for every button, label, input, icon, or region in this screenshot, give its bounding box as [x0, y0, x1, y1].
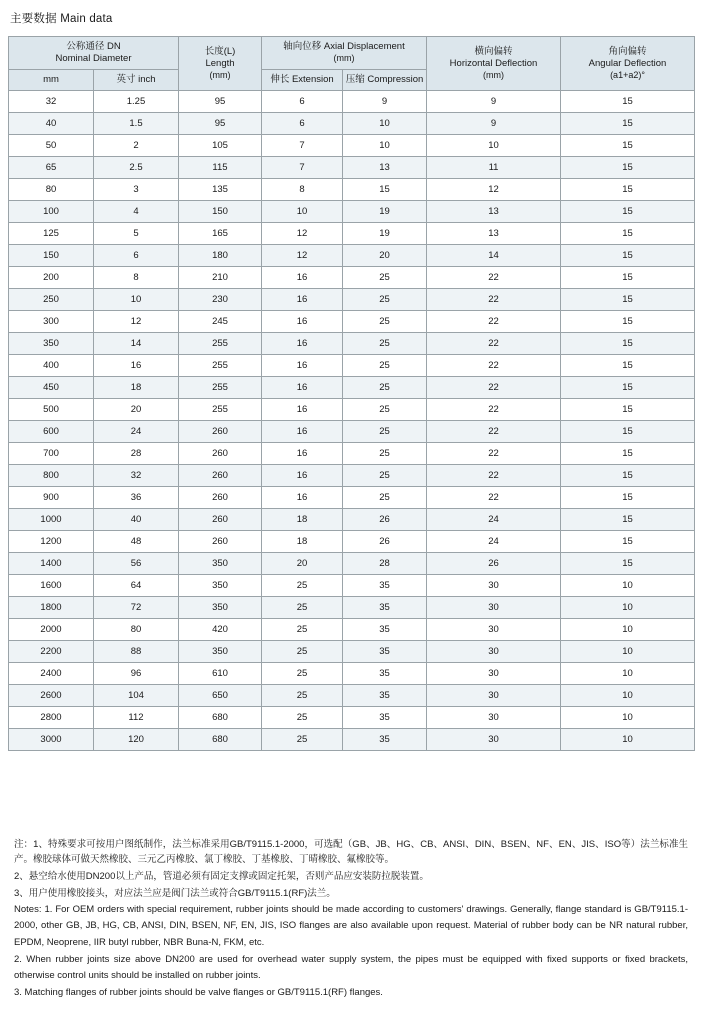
header-row-group: [9, 37, 695, 70]
cell-angular-deflection: 15: [561, 376, 695, 398]
cell-extension: 25: [262, 706, 343, 728]
cell-diameter-inch: 56: [94, 552, 179, 574]
cell-diameter-mm: 2400: [9, 662, 94, 684]
cell-angular-deflection: 15: [561, 464, 695, 486]
cell-angular-deflection: 10: [561, 684, 695, 706]
cell-horizontal-deflection: 22: [427, 420, 561, 442]
cell-diameter-mm: 40: [9, 112, 94, 134]
cell-horizontal-deflection: 24: [427, 530, 561, 552]
note-en-2: 2. When rubber joints size above DN200 are used for overhead water supply system, the pipes must be equipped with fixed supports or fixed brackets, otherwise control units should be installed on rubber joints.: [14, 953, 688, 981]
header-axial-displacement: [262, 37, 427, 70]
cell-length: 135: [179, 178, 262, 200]
cell-diameter-mm: 2200: [9, 640, 94, 662]
cell-horizontal-deflection: 9: [427, 90, 561, 112]
cell-angular-deflection: 15: [561, 134, 695, 156]
cell-angular-deflection: 15: [561, 354, 695, 376]
header-nominal-diameter-cn: 公称通径 DN: [66, 41, 121, 52]
cell-horizontal-deflection: 22: [427, 288, 561, 310]
cell-diameter-inch: 120: [94, 728, 179, 750]
cell-diameter-inch: 4: [94, 200, 179, 222]
cell-diameter-inch: 16: [94, 354, 179, 376]
cell-length: 350: [179, 552, 262, 574]
cell-diameter-inch: 10: [94, 288, 179, 310]
cell-diameter-inch: 88: [94, 640, 179, 662]
cell-extension: 12: [262, 244, 343, 266]
cell-diameter-inch: 104: [94, 684, 179, 706]
cell-extension: 18: [262, 530, 343, 552]
cell-horizontal-deflection: 13: [427, 222, 561, 244]
cell-diameter-inch: 5: [94, 222, 179, 244]
cell-horizontal-deflection: 12: [427, 178, 561, 200]
cell-diameter-mm: 2000: [9, 618, 94, 640]
note-cn-2: 2、悬空给水使用DN200以上产品，管道必须有固定支撑或固定托架，否则产品应安装防拉脱装置。: [14, 870, 429, 882]
header-diameter-mm: mm: [9, 69, 94, 90]
cell-length: 420: [179, 618, 262, 640]
cell-compression: 25: [343, 486, 427, 508]
cell-diameter-mm: 300: [9, 310, 94, 332]
cell-angular-deflection: 15: [561, 244, 695, 266]
cell-compression: 13: [343, 156, 427, 178]
cell-angular-deflection: 15: [561, 156, 695, 178]
header-diameter-inch: 英寸 inch: [94, 69, 179, 90]
cell-length: 255: [179, 332, 262, 354]
cell-diameter-mm: 1400: [9, 552, 94, 574]
cell-horizontal-deflection: 11: [427, 156, 561, 178]
table-row: [9, 508, 695, 530]
cell-angular-deflection: 15: [561, 222, 695, 244]
cell-compression: 25: [343, 354, 427, 376]
cell-angular-deflection: 15: [561, 266, 695, 288]
cell-compression: 25: [343, 376, 427, 398]
cell-diameter-mm: 900: [9, 486, 94, 508]
cell-diameter-mm: 2600: [9, 684, 94, 706]
cell-length: 165: [179, 222, 262, 244]
cell-angular-deflection: 15: [561, 508, 695, 530]
table-row: [9, 442, 695, 464]
cell-diameter-inch: 14: [94, 332, 179, 354]
cell-compression: 26: [343, 530, 427, 552]
cell-compression: 35: [343, 596, 427, 618]
cell-horizontal-deflection: 30: [427, 728, 561, 750]
table-row: [9, 640, 695, 662]
cell-extension: 6: [262, 112, 343, 134]
cell-compression: 19: [343, 200, 427, 222]
note-cn-3: 3、用户使用橡胶接头，对应法兰应是阀门法兰或符合GB/T9115.1(RF)法兰。: [14, 887, 336, 899]
cell-angular-deflection: 10: [561, 706, 695, 728]
cell-compression: 25: [343, 442, 427, 464]
cell-diameter-inch: 8: [94, 266, 179, 288]
table-row: [9, 354, 695, 376]
cell-angular-deflection: 15: [561, 288, 695, 310]
cell-diameter-mm: 400: [9, 354, 94, 376]
cell-angular-deflection: 15: [561, 200, 695, 222]
header-axial-displacement-label: 轴向位移 Axial Displacement: [283, 41, 405, 53]
header-nominal-diameter-en: Nominal Diameter: [55, 52, 132, 64]
cell-diameter-inch: 32: [94, 464, 179, 486]
cell-extension: 16: [262, 420, 343, 442]
cell-diameter-mm: 32: [9, 90, 94, 112]
note-cn-1: 注：1、特殊要求可按用户图纸制作，法兰标准采用GB/T9115.1-2000，可选配（GB、JB、HG、CB、ANSI、DIN、BSEN、NF、EN、JIS、ISO等）法兰标准生产。橡胶球体可做天然橡胶、三元乙丙橡胶、氯丁橡胶、丁基橡胶、丁晴橡胶、氟橡胶等。: [14, 838, 688, 866]
cell-horizontal-deflection: 22: [427, 332, 561, 354]
cell-horizontal-deflection: 30: [427, 640, 561, 662]
cell-diameter-mm: 500: [9, 398, 94, 420]
cell-angular-deflection: 10: [561, 728, 695, 750]
cell-diameter-mm: 125: [9, 222, 94, 244]
cell-angular-deflection: 10: [561, 640, 695, 662]
cell-compression: 10: [343, 112, 427, 134]
table-row: [9, 728, 695, 750]
header-horizontal-deflection: [427, 37, 561, 91]
cell-length: 210: [179, 266, 262, 288]
cell-length: 350: [179, 596, 262, 618]
cell-extension: 16: [262, 310, 343, 332]
cell-horizontal-deflection: 14: [427, 244, 561, 266]
cell-extension: 16: [262, 398, 343, 420]
table-row: [9, 574, 695, 596]
cell-compression: 25: [343, 398, 427, 420]
cell-horizontal-deflection: 30: [427, 706, 561, 728]
cell-diameter-mm: 100: [9, 200, 94, 222]
cell-compression: 35: [343, 662, 427, 684]
cell-extension: 10: [262, 200, 343, 222]
cell-horizontal-deflection: 13: [427, 200, 561, 222]
cell-angular-deflection: 15: [561, 90, 695, 112]
cell-diameter-mm: 65: [9, 156, 94, 178]
cell-extension: 16: [262, 332, 343, 354]
cell-compression: 35: [343, 574, 427, 596]
cell-horizontal-deflection: 22: [427, 398, 561, 420]
page-title: 主要数据 Main data: [10, 13, 113, 25]
cell-extension: 16: [262, 486, 343, 508]
cell-diameter-mm: 1200: [9, 530, 94, 552]
cell-compression: 35: [343, 728, 427, 750]
cell-diameter-mm: 250: [9, 288, 94, 310]
cell-compression: 9: [343, 90, 427, 112]
cell-length: 260: [179, 442, 262, 464]
cell-extension: 7: [262, 134, 343, 156]
table-row: [9, 684, 695, 706]
table-row: [9, 464, 695, 486]
header-horizontal-deflection-en: Horizontal Deflection: [449, 57, 538, 69]
cell-extension: 16: [262, 464, 343, 486]
cell-extension: 25: [262, 662, 343, 684]
cell-diameter-mm: 600: [9, 420, 94, 442]
cell-length: 680: [179, 706, 262, 728]
cell-angular-deflection: 15: [561, 530, 695, 552]
cell-diameter-inch: 28: [94, 442, 179, 464]
cell-diameter-inch: 36: [94, 486, 179, 508]
cell-horizontal-deflection: 26: [427, 552, 561, 574]
cell-length: 95: [179, 112, 262, 134]
cell-extension: 6: [262, 90, 343, 112]
cell-length: 115: [179, 156, 262, 178]
cell-diameter-inch: 72: [94, 596, 179, 618]
header-length-cn: 长度(L): [204, 45, 236, 57]
cell-diameter-inch: 1.25: [94, 90, 179, 112]
cell-length: 260: [179, 464, 262, 486]
cell-angular-deflection: 15: [561, 398, 695, 420]
cell-length: 680: [179, 728, 262, 750]
header-angular-deflection-unit: (a1+a2)°: [610, 69, 645, 80]
header-angular-deflection: [561, 37, 695, 91]
cell-horizontal-deflection: 24: [427, 508, 561, 530]
cell-angular-deflection: 10: [561, 574, 695, 596]
cell-diameter-mm: 450: [9, 376, 94, 398]
cell-length: 260: [179, 508, 262, 530]
cell-diameter-inch: 80: [94, 618, 179, 640]
table-row: [9, 596, 695, 618]
cell-diameter-inch: 1.5: [94, 112, 179, 134]
cell-compression: 35: [343, 684, 427, 706]
cell-diameter-inch: 64: [94, 574, 179, 596]
table-row: [9, 552, 695, 574]
cell-length: 260: [179, 420, 262, 442]
cell-horizontal-deflection: 22: [427, 486, 561, 508]
table-row: [9, 288, 695, 310]
cell-diameter-mm: 1600: [9, 574, 94, 596]
cell-diameter-mm: 3000: [9, 728, 94, 750]
cell-diameter-inch: 18: [94, 376, 179, 398]
cell-extension: 20: [262, 552, 343, 574]
header-horizontal-deflection-cn: 横向偏转: [474, 45, 513, 57]
cell-length: 350: [179, 640, 262, 662]
cell-diameter-mm: 50: [9, 134, 94, 156]
table-row: [9, 530, 695, 552]
cell-horizontal-deflection: 30: [427, 618, 561, 640]
table-row: [9, 134, 695, 156]
cell-angular-deflection: 10: [561, 662, 695, 684]
cell-compression: 35: [343, 618, 427, 640]
cell-diameter-mm: 2800: [9, 706, 94, 728]
cell-extension: 25: [262, 684, 343, 706]
cell-horizontal-deflection: 30: [427, 684, 561, 706]
cell-diameter-inch: 3: [94, 178, 179, 200]
cell-diameter-inch: 48: [94, 530, 179, 552]
cell-diameter-inch: 6: [94, 244, 179, 266]
cell-length: 150: [179, 200, 262, 222]
cell-diameter-mm: 1000: [9, 508, 94, 530]
cell-length: 255: [179, 376, 262, 398]
header-nominal-diameter: [9, 37, 179, 70]
cell-compression: 25: [343, 332, 427, 354]
cell-length: 260: [179, 530, 262, 552]
cell-extension: 7: [262, 156, 343, 178]
cell-diameter-mm: 80: [9, 178, 94, 200]
header-angular-deflection-cn: 角向偏转: [608, 45, 647, 57]
cell-compression: 10: [343, 134, 427, 156]
cell-extension: 25: [262, 574, 343, 596]
table-row: [9, 90, 695, 112]
cell-diameter-mm: 800: [9, 464, 94, 486]
cell-diameter-mm: 200: [9, 266, 94, 288]
cell-horizontal-deflection: 22: [427, 354, 561, 376]
cell-extension: 16: [262, 442, 343, 464]
cell-horizontal-deflection: 30: [427, 596, 561, 618]
cell-angular-deflection: 15: [561, 420, 695, 442]
cell-compression: 25: [343, 310, 427, 332]
cell-diameter-mm: 1800: [9, 596, 94, 618]
header-extension: 伸长 Extension: [262, 69, 343, 90]
main-data-table: [8, 36, 695, 751]
cell-length: 95: [179, 90, 262, 112]
cell-extension: 25: [262, 618, 343, 640]
header-horizontal-deflection-unit: (mm): [483, 69, 504, 80]
cell-horizontal-deflection: 30: [427, 662, 561, 684]
cell-horizontal-deflection: 10: [427, 134, 561, 156]
cell-extension: 16: [262, 354, 343, 376]
table-row: [9, 398, 695, 420]
cell-angular-deflection: 15: [561, 112, 695, 134]
cell-compression: 19: [343, 222, 427, 244]
table-row: [9, 662, 695, 684]
cell-angular-deflection: 15: [561, 552, 695, 574]
header-compression: 压缩 Compression: [343, 69, 427, 90]
cell-length: 255: [179, 354, 262, 376]
cell-compression: 28: [343, 552, 427, 574]
cell-compression: 25: [343, 464, 427, 486]
table-row: [9, 420, 695, 442]
cell-diameter-mm: 350: [9, 332, 94, 354]
cell-angular-deflection: 15: [561, 178, 695, 200]
table-row: [9, 222, 695, 244]
cell-angular-deflection: 15: [561, 332, 695, 354]
table-row: [9, 266, 695, 288]
cell-angular-deflection: 10: [561, 618, 695, 640]
cell-diameter-inch: 12: [94, 310, 179, 332]
notes-section: [14, 837, 688, 1002]
cell-horizontal-deflection: 22: [427, 266, 561, 288]
cell-angular-deflection: 15: [561, 310, 695, 332]
header-length-en: Length: [205, 57, 235, 69]
header-axial-displacement-unit: (mm): [333, 53, 355, 64]
cell-diameter-inch: 40: [94, 508, 179, 530]
cell-horizontal-deflection: 22: [427, 464, 561, 486]
cell-extension: 25: [262, 728, 343, 750]
table-row: [9, 376, 695, 398]
table-body: [9, 90, 695, 750]
cell-compression: 25: [343, 420, 427, 442]
table-header: [9, 37, 695, 91]
cell-angular-deflection: 10: [561, 596, 695, 618]
cell-length: 230: [179, 288, 262, 310]
cell-diameter-inch: 112: [94, 706, 179, 728]
table-row: [9, 706, 695, 728]
cell-diameter-mm: 150: [9, 244, 94, 266]
layout-spacer: [8, 751, 694, 809]
table-row: [9, 310, 695, 332]
table-row: [9, 112, 695, 134]
cell-compression: 35: [343, 706, 427, 728]
cell-compression: 20: [343, 244, 427, 266]
cell-horizontal-deflection: 22: [427, 376, 561, 398]
cell-length: 350: [179, 574, 262, 596]
cell-extension: 12: [262, 222, 343, 244]
cell-compression: 25: [343, 288, 427, 310]
cell-compression: 26: [343, 508, 427, 530]
note-en-3: 3. Matching flanges of rubber joints should be valve flanges or GB/T9115.1(RF) flanges.: [14, 987, 383, 999]
cell-length: 105: [179, 134, 262, 156]
table-row: [9, 156, 695, 178]
cell-horizontal-deflection: 9: [427, 112, 561, 134]
table-row: [9, 200, 695, 222]
note-en-1: Notes: 1. For OEM orders with special requirement, rubber joints should be made according to customers' drawings. Generally, flange standard is GB/T9115.1-2000, other GB, JB, HG, CB, ANSI, DIN, BSEN, NF, EN, JIS, ISO flanges are also available upon request. Material of rubber body can be NR natural rubber, EPDM, Neoprene, IIR butyl rubber, NBR Buna-N, FKM, etc.: [14, 904, 688, 948]
cell-length: 260: [179, 486, 262, 508]
cell-length: 610: [179, 662, 262, 684]
header-length: [179, 37, 262, 91]
cell-diameter-inch: 20: [94, 398, 179, 420]
table-row: [9, 332, 695, 354]
cell-diameter-inch: 2: [94, 134, 179, 156]
cell-compression: 25: [343, 266, 427, 288]
cell-diameter-mm: 700: [9, 442, 94, 464]
header-length-unit: (mm): [209, 69, 231, 80]
cell-length: 650: [179, 684, 262, 706]
table-row: [9, 618, 695, 640]
cell-extension: 25: [262, 596, 343, 618]
cell-angular-deflection: 15: [561, 486, 695, 508]
cell-compression: 35: [343, 640, 427, 662]
table-row: [9, 244, 695, 266]
cell-diameter-inch: 96: [94, 662, 179, 684]
cell-compression: 15: [343, 178, 427, 200]
cell-angular-deflection: 15: [561, 442, 695, 464]
cell-horizontal-deflection: 22: [427, 442, 561, 464]
cell-diameter-inch: 2.5: [94, 156, 179, 178]
table-row: [9, 486, 695, 508]
cell-length: 180: [179, 244, 262, 266]
cell-horizontal-deflection: 22: [427, 310, 561, 332]
header-angular-deflection-en: Angular Deflection: [588, 57, 667, 69]
table-row: [9, 178, 695, 200]
cell-extension: 16: [262, 266, 343, 288]
cell-diameter-inch: 24: [94, 420, 179, 442]
cell-length: 245: [179, 310, 262, 332]
cell-extension: 8: [262, 178, 343, 200]
cell-extension: 18: [262, 508, 343, 530]
cell-extension: 25: [262, 640, 343, 662]
cell-length: 255: [179, 398, 262, 420]
cell-extension: 16: [262, 288, 343, 310]
cell-horizontal-deflection: 30: [427, 574, 561, 596]
cell-extension: 16: [262, 376, 343, 398]
